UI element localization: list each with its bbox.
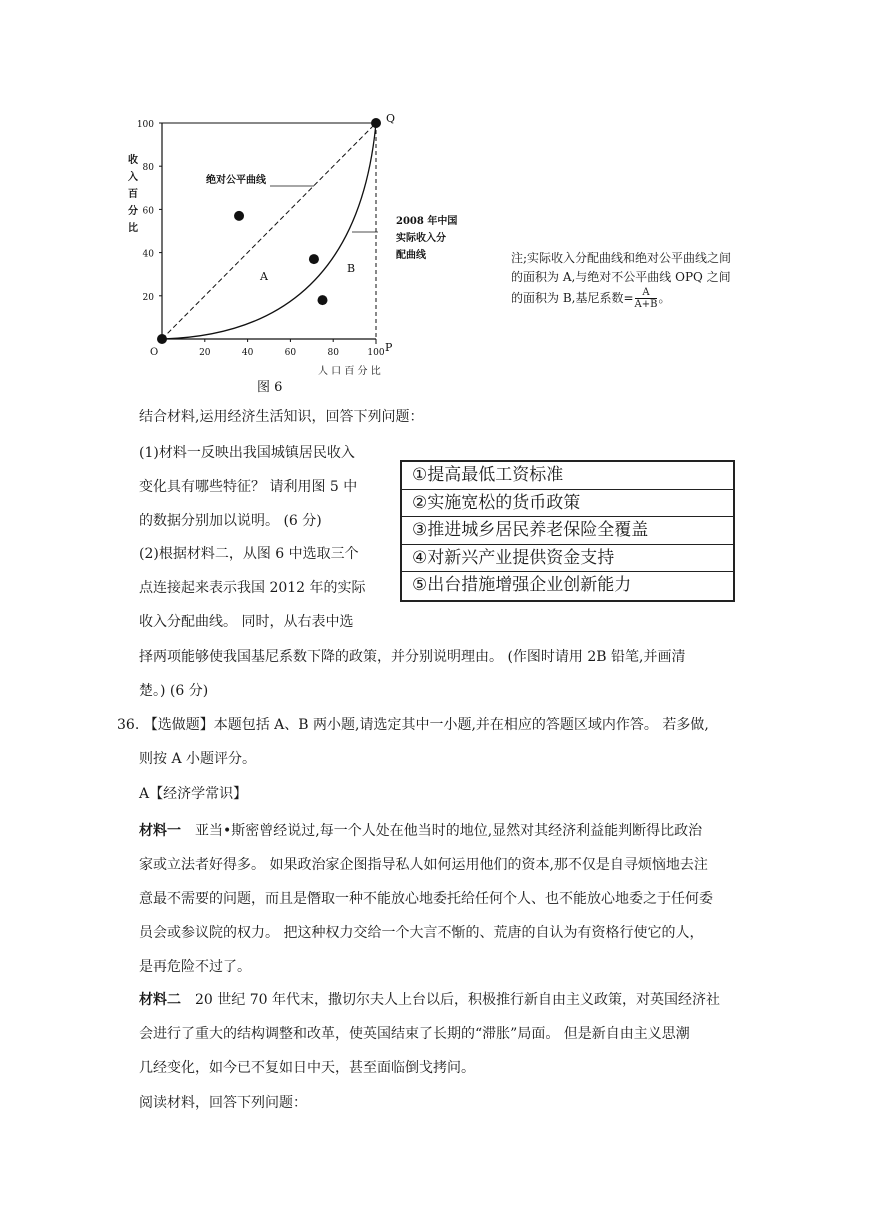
- y-tick-label-80: 80: [142, 163, 154, 174]
- y-tick-label-100: 100: [136, 120, 154, 130]
- read-instruction: 阅读材料，回答下列问题：: [139, 1095, 307, 1111]
- q2-line-2: 点连接起来表示我国 2012 年的实际: [139, 580, 366, 596]
- region-a-label: A: [260, 270, 268, 283]
- candidate-point-2: [309, 254, 319, 264]
- candidate-point-1: [234, 211, 244, 221]
- q2-line-4: 择两项能够使我国基尼系数下降的政策，并分别说明理由。 (作图时请用 2B 铅笔,并画清: [139, 649, 686, 665]
- region-b-label: B: [347, 262, 356, 275]
- equality-curve-label: 绝对公平曲线: [206, 175, 266, 186]
- x-tick-label-60: 60: [284, 348, 297, 358]
- material-1-line-3: 意最不需要的问题，而且是僭取一种不能放心地委托给任何个人、也不能放心地委之于任何委: [139, 891, 713, 907]
- policy-item-2: ②实施宽松的货币政策: [402, 490, 733, 518]
- q1-line-1: (1)材料一反映出我国城镇居民收入: [139, 445, 355, 461]
- origin-label: O: [150, 347, 159, 358]
- origin-point: [157, 334, 167, 344]
- lorenz-chart: [120, 108, 458, 400]
- y-axis-label-char-1: 收: [128, 155, 138, 166]
- y-axis-label-char-3: 百: [128, 189, 138, 200]
- gini-figure: [120, 108, 458, 400]
- q2-line-1: (2)根据材料二，从图 6 中选取三个: [139, 546, 359, 562]
- policy-table: [400, 460, 735, 602]
- material-2-text-1: 20 世纪 70 年代末，撒切尔夫人上台以后，积极推行新自由主义政策，对英国经济社: [181, 992, 720, 1008]
- x-axis-label: 人 口 百 分 比: [318, 366, 381, 377]
- material-1-line-2: 家或立法者好得多。 如果政治家企图指导私人如何运用他们的资本,那不仅是自寻烦恼地去注: [139, 857, 708, 873]
- gini-note-text: 注;实际收入分配曲线和绝对公平曲线之间的面积为 A,与绝对不公平曲线 OPQ 之间的面积为 B,基尼系数=: [511, 251, 732, 305]
- gini-fraction: [635, 287, 658, 310]
- y-axis-label-char-4: 分: [128, 206, 138, 217]
- q36-line-1: 36. 【选做题】本题包括 A、B 两小题,请选定其中一小题,并在相应的答题区域内作答。 若多做,: [117, 717, 709, 733]
- q1-line-2: 变化具有哪些特征？ 请利用图 5 中: [139, 479, 358, 495]
- material-1-line-4: 员会或参议院的权力。 把这种权力交给一个大言不惭的、荒唐的自认为有资格行使它的人，: [139, 925, 704, 941]
- gini-note: [511, 249, 741, 310]
- q2-line-3: 收入分配曲线。 同时，从右表中选: [139, 614, 354, 630]
- x-tick-label-20: 20: [199, 348, 211, 358]
- curve-label-line-1: 2008 年中国: [396, 216, 458, 227]
- p-label: P: [385, 341, 393, 354]
- material-2-label: 材料二: [139, 992, 181, 1008]
- material-1-label: 材料一: [139, 823, 181, 839]
- material-2-line-1: [139, 991, 720, 1009]
- curve-label-line-2: 实际收入分: [396, 233, 446, 244]
- y-tick-label-40: 40: [142, 249, 154, 260]
- material-1-text-1: 亚当•斯密曾经说过,每一个人处在他当时的地位,显然对其经济利益能判断得比政治: [181, 823, 703, 839]
- material-1-line-1: [139, 822, 702, 840]
- policy-item-1: ①提高最低工资标准: [402, 462, 733, 490]
- y-axis-label-char-5: 比: [128, 223, 138, 234]
- gini-note-end: 。: [658, 291, 671, 305]
- q-point: [371, 118, 381, 128]
- q-label: Q: [386, 112, 396, 125]
- figure-caption: 图 6: [257, 380, 283, 395]
- y-axis-label-char-2: 入: [128, 172, 138, 183]
- material-2-line-3: 几经变化，如今已不复如日中天，甚至面临倒戈拷问。: [139, 1060, 475, 1076]
- q1-line-3: 的数据分别加以说明。 (6 分): [139, 513, 322, 529]
- y-tick-label-20: 20: [142, 292, 154, 303]
- gini-fraction-denominator: A+B: [634, 299, 658, 310]
- policy-item-5: ⑤出台措施增强企业创新能力: [412, 575, 632, 596]
- y-tick-label-60: 60: [142, 206, 154, 217]
- material-1-line-5: 是再危险不过了。: [139, 959, 251, 975]
- candidate-point-3: [318, 295, 328, 305]
- gini-fraction-numerator: A: [635, 287, 658, 299]
- section-a-title: A【经济学常识】: [139, 786, 248, 802]
- x-tick-label-80: 80: [327, 348, 339, 358]
- x-tick-label-40: 40: [241, 348, 254, 358]
- x-tick-label-100: 100: [367, 348, 385, 358]
- q36-line-2: 则按 A 小题评分。: [139, 751, 257, 767]
- policy-item-4: ④对新兴产业提供资金支持: [402, 545, 733, 573]
- intro-line: 结合材料,运用经济生活知识，回答下列问题：: [139, 409, 424, 425]
- material-2-line-2: 会进行了重大的结构调整和改革，使英国结束了长期的“滞胀”局面。 但是新自由主义思潮: [139, 1026, 690, 1042]
- curve-label-line-3: 配曲线: [396, 250, 426, 261]
- policy-item-3: ③推进城乡居民养老保险全覆盖: [402, 517, 733, 545]
- q2-line-5: 楚。) (6 分): [139, 683, 209, 699]
